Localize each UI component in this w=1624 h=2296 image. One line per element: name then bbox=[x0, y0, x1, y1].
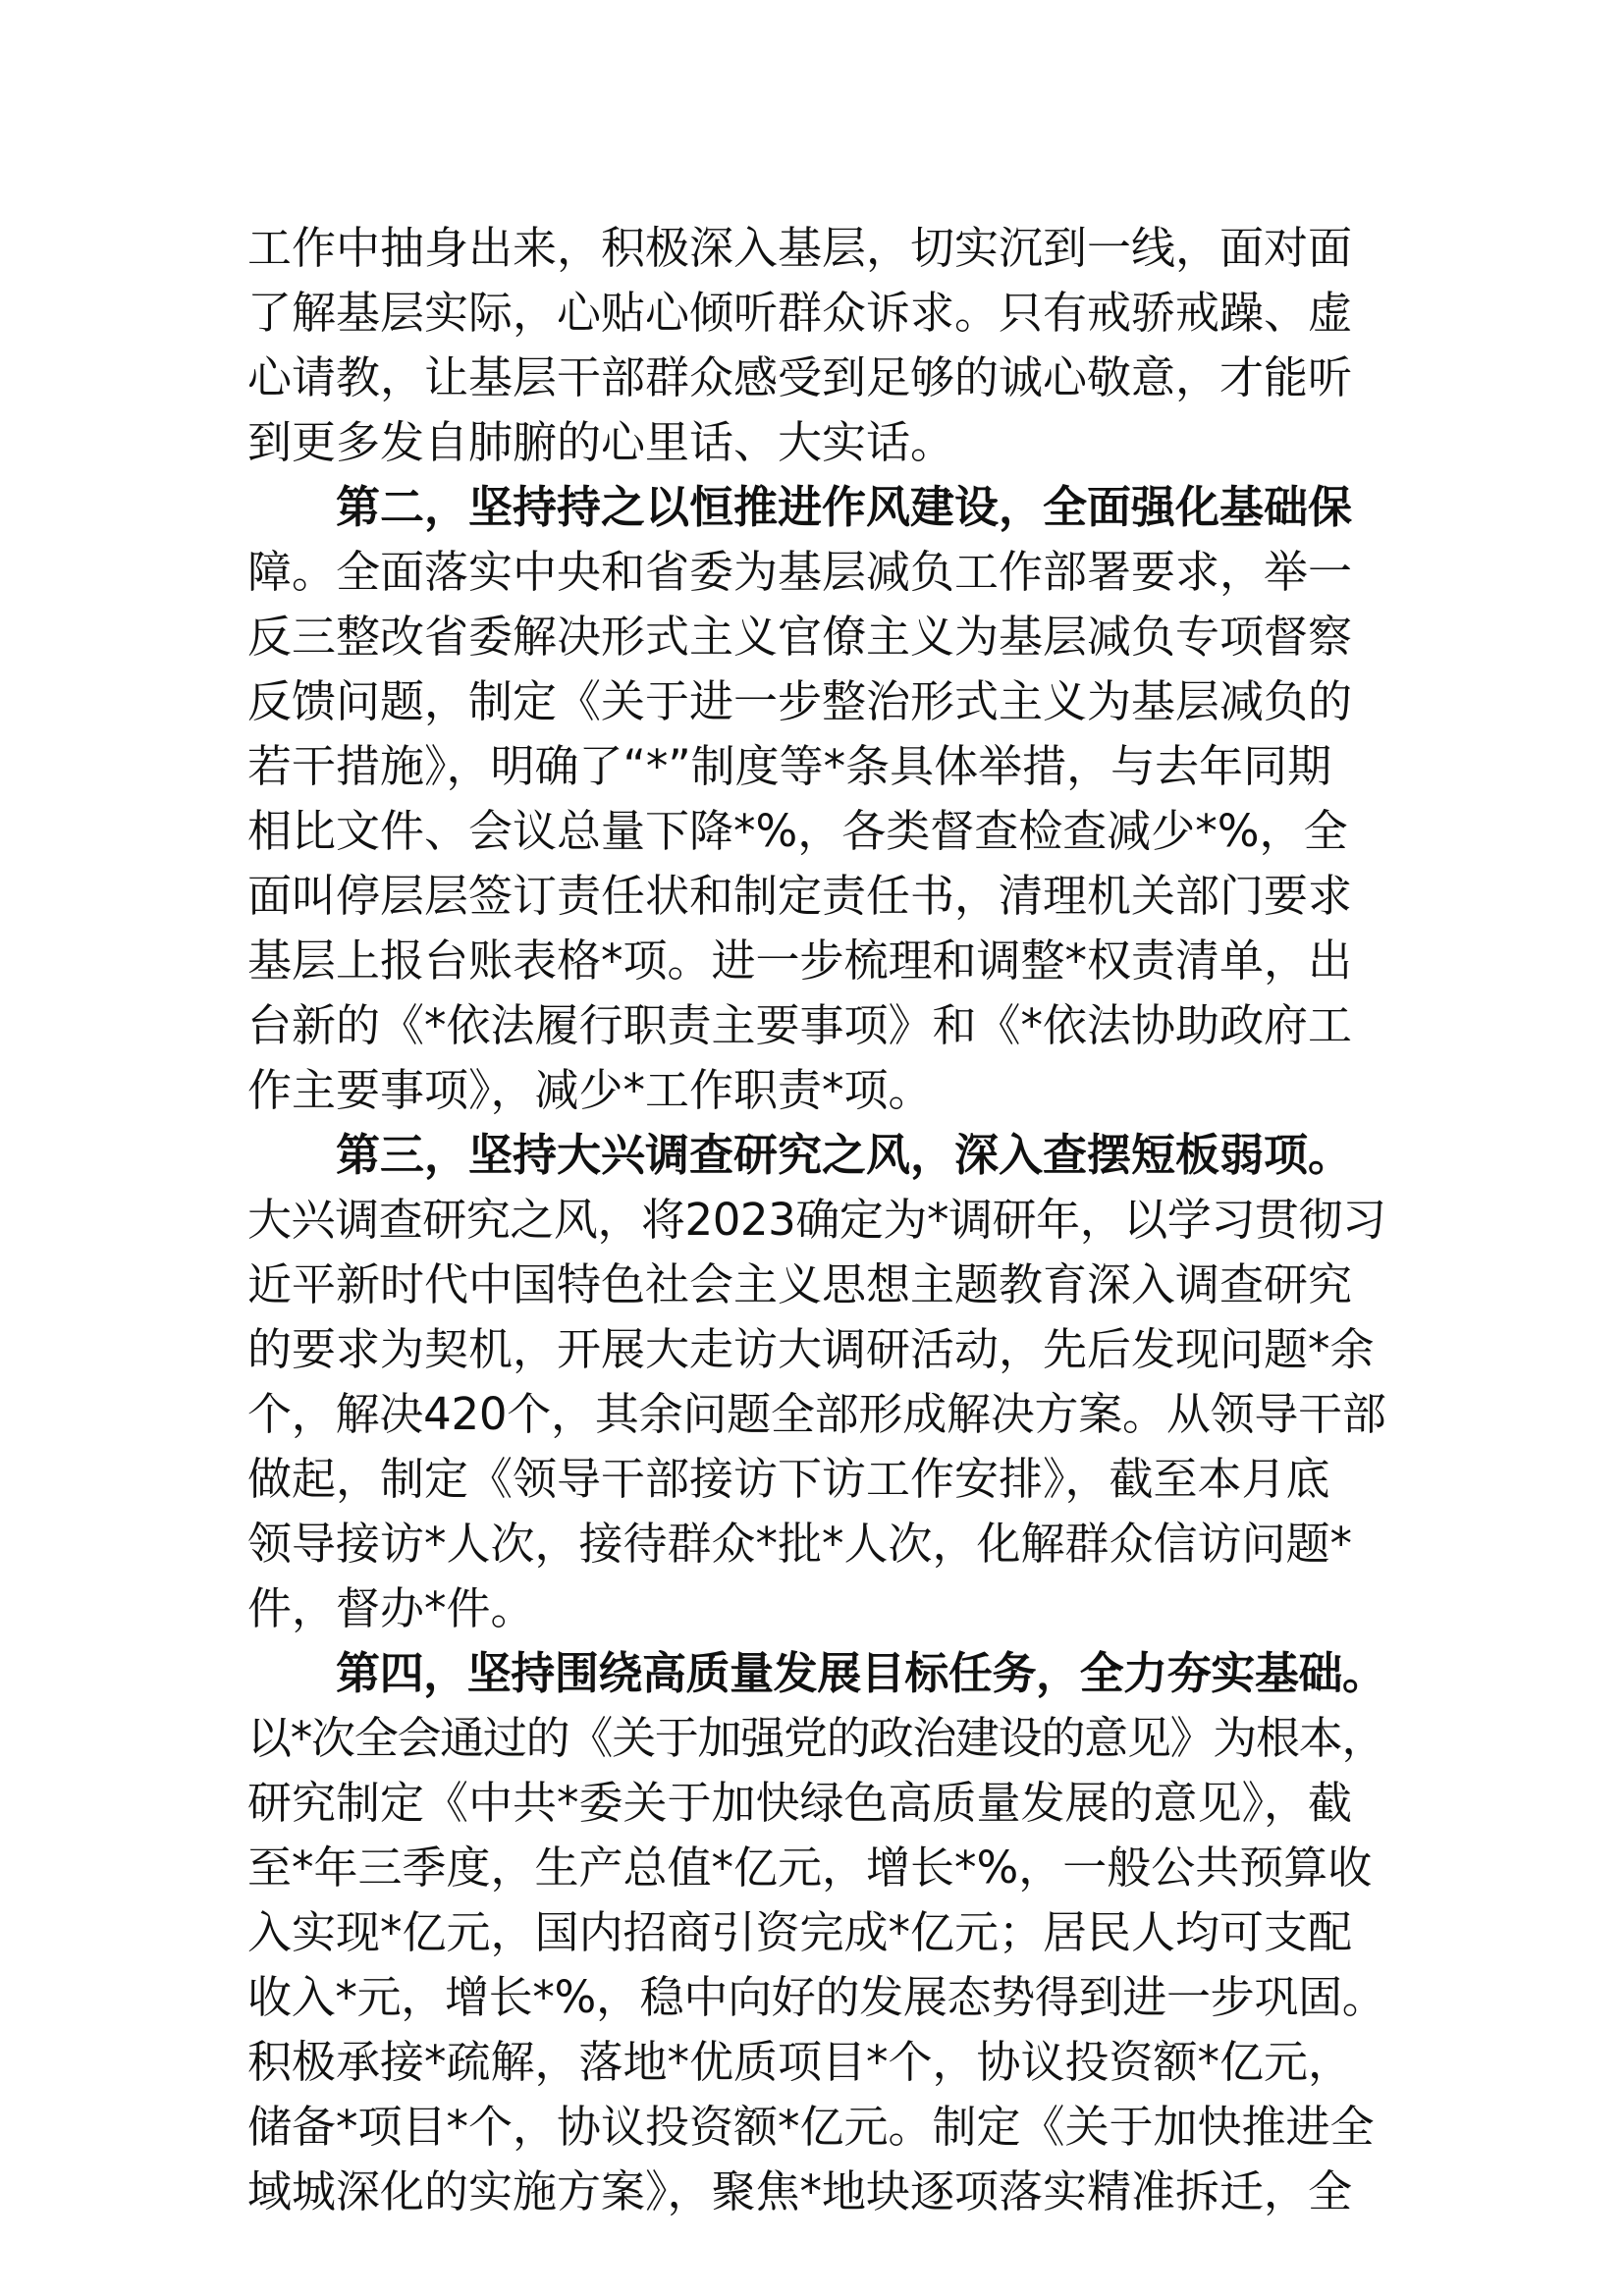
line-text: 的要求为契机，开展大走访大调研活动，先后发现问题*余 bbox=[247, 1323, 1375, 1375]
line-text: 反三整改省委解决形式主义官僚主义为基层减负专项督察 bbox=[247, 611, 1353, 663]
text-line bbox=[247, 1900, 1386, 1965]
line-text: 基层上报台账表格*项。进一步梳理和调整*权责清单，出 bbox=[247, 934, 1353, 987]
text-line bbox=[247, 346, 1386, 410]
line-text: 件，督办*件。 bbox=[247, 1582, 535, 1634]
text-line bbox=[247, 799, 1386, 864]
line-text: 个，解决420个，其余问题全部形成解决方案。从领导干部 bbox=[247, 1388, 1386, 1440]
text-line bbox=[247, 281, 1386, 346]
line-text: 以*次全会通过的《关于加强党的政治建设的意见》为根本， bbox=[247, 1712, 1385, 1764]
text-line bbox=[247, 864, 1386, 929]
text-line bbox=[247, 1447, 1386, 1512]
text-line bbox=[247, 929, 1386, 993]
line-text: 做起，制定《领导干部接访下访工作安排》，截至本月底 bbox=[247, 1453, 1330, 1505]
line-text: 若干措施》，明确了“*”制度等*条具体举措，与去年同期 bbox=[247, 740, 1332, 792]
line-text: 台新的《*依法履行职责主要事项》和《*依法协助政府工 bbox=[247, 999, 1353, 1051]
line-text: 了解基层实际，心贴心倾听群众诉求。只有戒骄戒躁、虚 bbox=[247, 287, 1353, 339]
line-text: 反馈问题，制定《关于进一步整治形式主义为基层减负的 bbox=[247, 675, 1353, 727]
paragraph-lead: 第三，坚持大兴调查研究之风，深入查摆短板弱项。 bbox=[336, 1129, 1353, 1181]
paragraph-heading-line bbox=[247, 1123, 1386, 1188]
line-text: 收入*元，增长*%，稳中向好的发展态势得到进一步巩固。 bbox=[247, 1971, 1386, 2023]
line-text: 心请教，让基层干部群众感受到足够的诚心敬意，才能听 bbox=[247, 351, 1353, 403]
text-line bbox=[247, 1706, 1386, 1771]
line-text: 储备*项目*个，协议投资额*亿元。制定《关于加快推进全 bbox=[247, 2101, 1375, 2153]
text-line bbox=[247, 1965, 1386, 2030]
line-text: 积极承接*疏解，落地*优质项目*个，协议投资额*亿元， bbox=[247, 2036, 1353, 2088]
line-text: 近平新时代中国特色社会主义思想主题教育深入调查研究 bbox=[247, 1258, 1353, 1310]
line-text: 入实现*亿元，国内招商引资完成*亿元；居民人均可支配 bbox=[247, 1906, 1353, 1958]
text-line bbox=[247, 2095, 1386, 2160]
line-text: 大兴调查研究之风，将2023确定为*调研年，以学习贯彻习 bbox=[247, 1194, 1386, 1246]
text-line bbox=[247, 1188, 1386, 1253]
line-text: 到更多发自肺腑的心里话、大实话。 bbox=[247, 416, 955, 468]
line-text: 障。全面落实中央和省委为基层减负工作部署要求，举一 bbox=[247, 546, 1353, 598]
line-text: 研究制定《中共*委关于加快绿色高质量发展的意见》，截 bbox=[247, 1777, 1353, 1829]
text-line bbox=[247, 1058, 1386, 1123]
text-line bbox=[247, 1512, 1386, 1576]
paragraph-heading-line bbox=[247, 475, 1386, 540]
text-line bbox=[247, 2030, 1386, 2095]
text-line bbox=[247, 993, 1386, 1058]
text-line bbox=[247, 2160, 1386, 2224]
text-line bbox=[247, 669, 1386, 734]
text-line bbox=[247, 1317, 1386, 1382]
line-text: 域城深化的实施方案》，聚焦*地块逐项落实精准拆迁，全 bbox=[247, 2165, 1353, 2217]
text-line bbox=[247, 734, 1386, 799]
paragraph-heading-line bbox=[247, 1641, 1386, 1706]
line-text: 作主要事项》，减少*工作职责*项。 bbox=[247, 1064, 933, 1116]
line-text: 领导接访*人次，接待群众*批*人次，化解群众信访问题* bbox=[247, 1518, 1353, 1570]
text-line bbox=[247, 1771, 1386, 1836]
body-text bbox=[247, 216, 1386, 2224]
text-line bbox=[247, 1382, 1386, 1447]
text-line bbox=[247, 216, 1386, 281]
line-text: 工作中抽身出来，积极深入基层，切实沉到一线，面对面 bbox=[247, 222, 1353, 274]
text-line bbox=[247, 605, 1386, 669]
text-line bbox=[247, 410, 1386, 475]
paragraph-lead: 第四，坚持围绕高质量发展目标任务，全力夯实基础。 bbox=[336, 1647, 1386, 1699]
line-text: 相比文件、会议总量下降*%，各类督查检查减少*%，全 bbox=[247, 805, 1348, 857]
line-text: 面叫停层层签订责任状和制定责任书，清理机关部门要求 bbox=[247, 870, 1353, 922]
text-line bbox=[247, 1836, 1386, 1900]
text-line bbox=[247, 1576, 1386, 1641]
line-text: 至*年三季度，生产总值*亿元，增长*%，一般公共预算收 bbox=[247, 1842, 1373, 1894]
text-line bbox=[247, 540, 1386, 605]
text-line bbox=[247, 1253, 1386, 1317]
paragraph-lead: 第二，坚持持之以恒推进作风建设，全面强化基础保 bbox=[336, 481, 1353, 533]
